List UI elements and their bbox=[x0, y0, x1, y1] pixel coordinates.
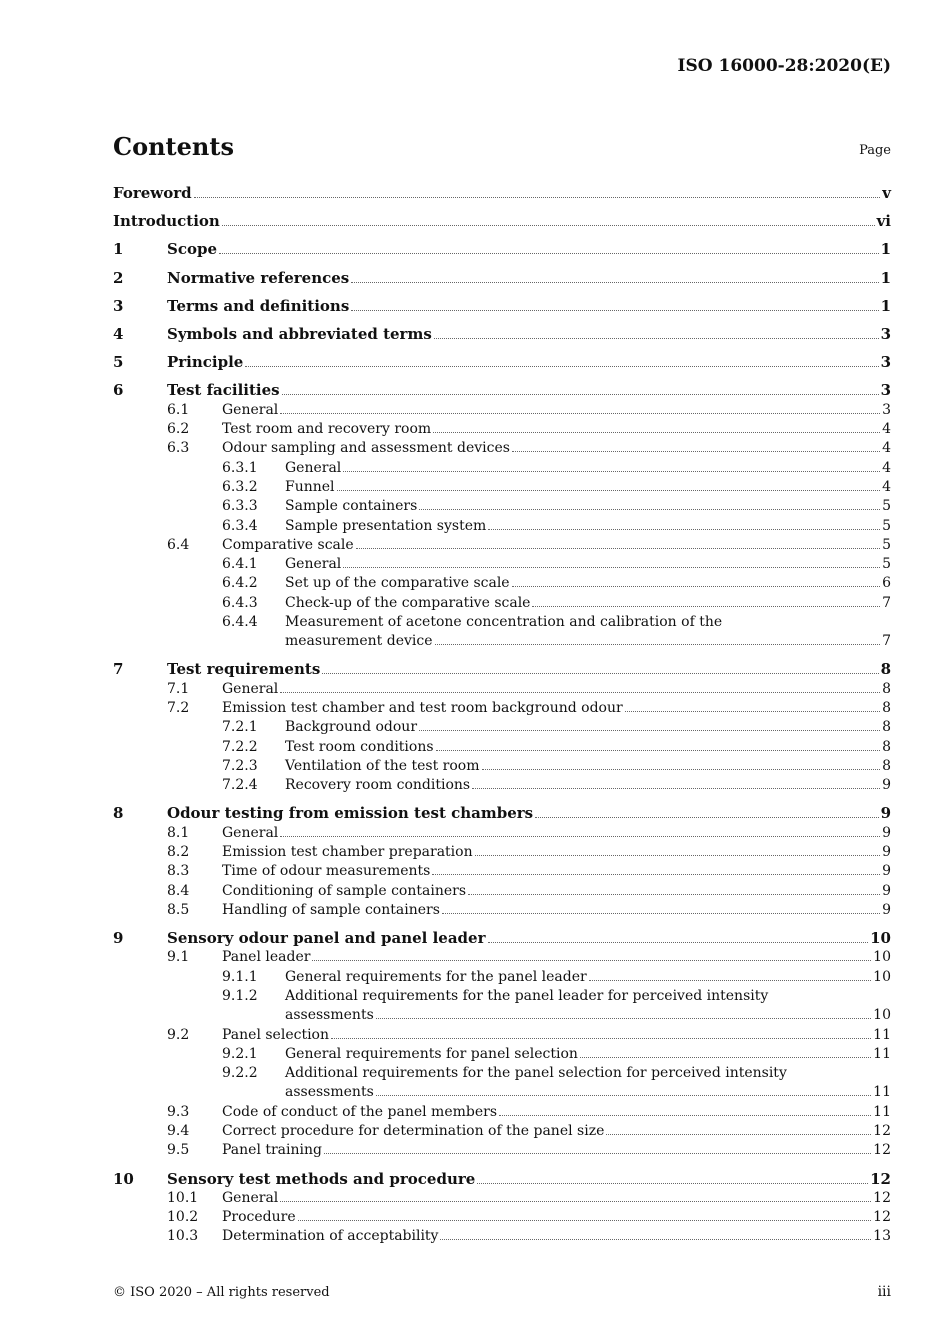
toc-entry[interactable] bbox=[113, 381, 891, 400]
toc-entry[interactable] bbox=[113, 555, 891, 574]
toc-entry-page: 10 bbox=[873, 949, 891, 966]
toc-entry-page: 8 bbox=[882, 757, 891, 774]
toc-entry[interactable] bbox=[113, 987, 891, 1006]
toc-entry-page: 12 bbox=[873, 1142, 891, 1159]
toc-entry-page: vi bbox=[876, 212, 891, 231]
dot-leader bbox=[337, 489, 881, 491]
toc-entry-title: General bbox=[222, 401, 279, 418]
dot-leader bbox=[322, 672, 878, 674]
toc-entry[interactable] bbox=[113, 353, 891, 372]
toc-entry[interactable] bbox=[113, 862, 891, 881]
toc-entry-title: Emission test chamber preparation bbox=[222, 844, 473, 861]
toc-entry-page: 10 bbox=[873, 1007, 891, 1024]
toc-entry-title: Sensory odour panel and panel leader bbox=[167, 929, 486, 948]
toc-entry-number: 9.1.1 bbox=[222, 968, 258, 985]
toc-entry-page: 7 bbox=[882, 594, 891, 611]
dot-leader bbox=[280, 412, 880, 414]
toc-entry-number: 9 bbox=[113, 929, 124, 948]
toc-entry[interactable] bbox=[113, 1103, 891, 1122]
toc-entry[interactable] bbox=[113, 459, 891, 478]
toc-entry-page: 10 bbox=[870, 929, 891, 948]
toc-entry-title: Background odour bbox=[285, 719, 418, 736]
toc-entry-title: Time of odour measurements bbox=[222, 863, 431, 880]
toc-entry[interactable] bbox=[113, 680, 891, 699]
toc-entry-title: Conditioning of sample containers bbox=[222, 882, 467, 899]
dot-leader bbox=[222, 224, 875, 226]
toc-entry-number: 5 bbox=[113, 353, 124, 372]
toc-entry-title: Measurement of acetone concentration and calibration of the bbox=[285, 613, 723, 630]
toc-entry-page: 4 bbox=[882, 440, 891, 457]
toc-entry-number: 9.2.2 bbox=[222, 1065, 258, 1082]
toc-entry[interactable] bbox=[113, 594, 891, 613]
dot-leader bbox=[436, 749, 881, 751]
toc-entry-title: Emission test chamber and test room background odour bbox=[222, 700, 623, 717]
toc-entry[interactable] bbox=[113, 660, 891, 679]
toc-entry-number: 9.2.1 bbox=[222, 1045, 258, 1062]
dot-leader bbox=[343, 470, 880, 472]
toc-entry[interactable] bbox=[113, 1141, 891, 1160]
toc-entry-title: Terms and definitions bbox=[167, 296, 350, 315]
toc-entry-title: Code of conduct of the panel members bbox=[222, 1103, 498, 1120]
dot-leader bbox=[312, 959, 871, 961]
toc-entry-title: General bbox=[222, 824, 279, 841]
toc-entry-title: assessments bbox=[285, 1084, 374, 1101]
toc-entry-number: 10.2 bbox=[167, 1209, 199, 1226]
toc-entry-page: 8 bbox=[880, 660, 891, 679]
toc-entry-number: 8.4 bbox=[167, 882, 190, 899]
toc-entry[interactable] bbox=[113, 420, 891, 439]
dot-leader bbox=[356, 547, 880, 549]
toc-entry[interactable] bbox=[113, 1045, 891, 1064]
toc-entry-title: Normative references bbox=[167, 268, 350, 287]
dot-leader bbox=[499, 1114, 871, 1116]
dot-leader bbox=[625, 710, 880, 712]
toc-entry-title: General bbox=[222, 680, 279, 697]
toc-entry-number: 8.5 bbox=[167, 901, 190, 918]
toc-entry-number: 7.2 bbox=[167, 700, 190, 717]
toc-entry-number: 8 bbox=[113, 804, 124, 823]
toc-entry-page: 9 bbox=[882, 863, 891, 880]
toc-entry-page: 12 bbox=[873, 1123, 891, 1140]
toc-entry-number: 6.3 bbox=[167, 440, 190, 457]
toc-entry[interactable] bbox=[113, 843, 891, 862]
toc-entry-page: 4 bbox=[882, 478, 891, 495]
toc-entry[interactable] bbox=[113, 968, 891, 987]
toc-entry[interactable] bbox=[113, 1227, 891, 1246]
dot-leader bbox=[245, 365, 878, 367]
dot-leader bbox=[442, 912, 880, 914]
dot-leader bbox=[589, 979, 871, 981]
toc-entry-continuation[interactable] bbox=[113, 632, 891, 651]
toc-entry-title: Test room conditions bbox=[285, 738, 434, 755]
toc-entry-page: 1 bbox=[880, 268, 891, 287]
toc-entry-page: 9 bbox=[882, 882, 891, 899]
toc-entry-number: 3 bbox=[113, 296, 124, 315]
toc-entry-title: Test facilities bbox=[167, 381, 280, 400]
toc-entry-title: General requirements for the panel leader bbox=[285, 968, 587, 985]
toc-entry-number: 9.3 bbox=[167, 1103, 190, 1120]
toc-entry-title: Symbols and abbreviated terms bbox=[167, 325, 432, 344]
toc-entry[interactable] bbox=[113, 613, 891, 632]
toc-entry[interactable] bbox=[113, 297, 891, 316]
toc-entry-page: 8 bbox=[882, 738, 891, 755]
toc-entry[interactable] bbox=[113, 212, 891, 231]
toc-entry-page: 9 bbox=[882, 901, 891, 918]
toc-entry[interactable] bbox=[113, 1064, 891, 1083]
toc-entry-page: 13 bbox=[873, 1228, 891, 1245]
toc-entry[interactable] bbox=[113, 439, 891, 458]
toc-entry-page: 3 bbox=[880, 325, 891, 344]
toc-entry-number: 6.4.1 bbox=[222, 556, 258, 573]
dot-leader bbox=[376, 1094, 871, 1096]
toc-entry[interactable] bbox=[113, 325, 891, 344]
dot-leader bbox=[298, 1219, 872, 1221]
toc-entry-title: Handling of sample containers bbox=[222, 901, 440, 918]
dot-leader bbox=[433, 431, 880, 433]
toc-entry-number: 6 bbox=[113, 381, 124, 400]
toc-entry-title: Panel training bbox=[222, 1142, 322, 1159]
toc-entry-title: Test room and recovery room bbox=[222, 421, 432, 438]
dot-leader bbox=[419, 729, 880, 731]
dot-leader bbox=[331, 1037, 871, 1039]
toc-entry-title: General bbox=[285, 459, 342, 476]
toc-entry-number: 6.3.2 bbox=[222, 478, 258, 495]
toc-entry-title: Correct procedure for determination of the panel size bbox=[222, 1123, 605, 1140]
page-number: iii bbox=[877, 1284, 891, 1300]
toc-entry-number: 8.2 bbox=[167, 844, 190, 861]
dot-leader bbox=[376, 1017, 871, 1019]
toc-entry-title: General requirements for panel selection bbox=[285, 1045, 578, 1062]
toc-entry-title: Principle bbox=[167, 353, 244, 372]
toc-entry[interactable] bbox=[113, 776, 891, 795]
toc-entry-title: Comparative scale bbox=[222, 536, 354, 553]
toc-entry-page: 11 bbox=[873, 1103, 891, 1120]
toc-entry[interactable] bbox=[113, 574, 891, 593]
dot-leader bbox=[477, 1182, 868, 1184]
toc-entry[interactable] bbox=[113, 401, 891, 420]
toc-entry-page: 8 bbox=[882, 700, 891, 717]
toc-entry-page: 5 bbox=[882, 556, 891, 573]
toc-entry-number: 2 bbox=[113, 268, 124, 287]
toc-entry-number: 6.3.1 bbox=[222, 459, 258, 476]
dot-leader bbox=[324, 1152, 871, 1154]
toc-entry-title: Ventilation of the test room bbox=[285, 757, 480, 774]
toc-entry[interactable] bbox=[113, 240, 891, 259]
dot-leader bbox=[512, 585, 880, 587]
dot-leader bbox=[343, 566, 880, 568]
toc-entry-page: 12 bbox=[870, 1169, 891, 1188]
toc-entry-title: Funnel bbox=[285, 478, 335, 495]
toc-entry-title: General bbox=[222, 1189, 279, 1206]
toc-entry-number: 8.1 bbox=[167, 824, 190, 841]
toc-entry-title: measurement device bbox=[285, 633, 433, 650]
toc-entry-title: Procedure bbox=[222, 1209, 296, 1226]
toc-entry-page: 8 bbox=[882, 680, 891, 697]
toc-entry-number: 6.1 bbox=[167, 401, 190, 418]
toc-entry-page: v bbox=[882, 184, 891, 202]
toc-entry-number: 7.2.2 bbox=[222, 738, 258, 755]
toc-entry-title: Sensory test methods and procedure bbox=[167, 1169, 476, 1188]
page-title: Contents bbox=[113, 132, 234, 161]
dot-leader bbox=[488, 528, 880, 530]
toc-entry-page: 11 bbox=[873, 1026, 891, 1043]
toc-entry-title: assessments bbox=[285, 1007, 374, 1024]
toc-entry-page: 3 bbox=[882, 401, 891, 418]
dot-leader bbox=[488, 941, 869, 943]
dot-leader bbox=[351, 309, 878, 311]
toc-entry-page: 1 bbox=[880, 296, 891, 315]
toc-entry[interactable] bbox=[113, 757, 891, 776]
dot-leader bbox=[434, 337, 879, 339]
dot-leader bbox=[282, 393, 879, 395]
toc-entry[interactable] bbox=[113, 1122, 891, 1141]
toc-entry[interactable] bbox=[113, 718, 891, 737]
toc-entry-title: Recovery room conditions bbox=[285, 777, 471, 794]
copyright-notice: © ISO 2020 – All rights reserved bbox=[113, 1285, 330, 1300]
table-of-contents bbox=[113, 184, 891, 1247]
toc-entry-page: 7 bbox=[882, 633, 891, 650]
toc-entry[interactable] bbox=[113, 517, 891, 536]
toc-entry-title: Set up of the comparative scale bbox=[285, 575, 510, 592]
toc-entry[interactable] bbox=[113, 948, 891, 967]
toc-entry-number: 6.4.4 bbox=[222, 613, 258, 630]
toc-entry-page: 9 bbox=[880, 804, 891, 823]
toc-entry[interactable] bbox=[113, 497, 891, 516]
dot-leader bbox=[435, 643, 881, 645]
toc-entry-title: Sample presentation system bbox=[285, 517, 487, 534]
toc-entry-page: 9 bbox=[882, 777, 891, 794]
toc-entry[interactable] bbox=[113, 901, 891, 920]
dot-leader bbox=[280, 691, 880, 693]
toc-entry-page: 5 bbox=[882, 498, 891, 515]
dot-leader bbox=[432, 873, 880, 875]
document-id: ISO 16000-28:2020(E) bbox=[677, 56, 891, 76]
dot-leader bbox=[440, 1238, 871, 1240]
dot-leader bbox=[351, 281, 878, 283]
toc-entry-number: 8.3 bbox=[167, 863, 190, 880]
toc-entry-number: 7.1 bbox=[167, 680, 190, 697]
dot-leader bbox=[468, 893, 880, 895]
toc-entry[interactable] bbox=[113, 1189, 891, 1208]
dot-leader bbox=[472, 787, 880, 789]
dot-leader bbox=[606, 1133, 871, 1135]
dot-leader bbox=[419, 508, 880, 510]
toc-entry-number: 9.5 bbox=[167, 1142, 190, 1159]
toc-entry-number: 6.3.4 bbox=[222, 517, 258, 534]
toc-entry-title: Introduction bbox=[113, 212, 220, 231]
toc-entry-title: Panel selection bbox=[222, 1026, 329, 1043]
toc-entry-number: 1 bbox=[113, 240, 124, 259]
dot-leader bbox=[482, 768, 881, 770]
dot-leader bbox=[580, 1056, 871, 1058]
toc-entry-page: 11 bbox=[873, 1084, 891, 1101]
toc-entry-page: 5 bbox=[882, 536, 891, 553]
toc-entry-number: 6.2 bbox=[167, 421, 190, 438]
toc-entry-page: 1 bbox=[880, 240, 891, 259]
toc-entry-number: 9.1 bbox=[167, 949, 190, 966]
toc-entry[interactable] bbox=[113, 478, 891, 497]
dot-leader bbox=[194, 196, 881, 198]
toc-entry-continuation[interactable] bbox=[113, 1006, 891, 1025]
toc-entry-number: 4 bbox=[113, 325, 124, 344]
toc-entry-title: General bbox=[285, 556, 342, 573]
toc-entry-number: 6.4.3 bbox=[222, 594, 258, 611]
toc-entry-page: 4 bbox=[882, 459, 891, 476]
toc-entry-title: Scope bbox=[167, 240, 218, 259]
toc-entry-number: 6.3.3 bbox=[222, 498, 258, 515]
toc-entry[interactable] bbox=[113, 1170, 891, 1189]
toc-entry-title: Odour testing from emission test chambers bbox=[167, 804, 534, 823]
toc-entry[interactable] bbox=[113, 1208, 891, 1227]
dot-leader bbox=[532, 605, 880, 607]
dot-leader bbox=[512, 450, 880, 452]
toc-entry-number: 6.4.2 bbox=[222, 575, 258, 592]
toc-entry-title: Odour sampling and assessment devices bbox=[222, 440, 510, 457]
toc-entry-page: 12 bbox=[873, 1209, 891, 1226]
toc-entry-page: 12 bbox=[873, 1189, 891, 1206]
toc-entry-number: 9.1.2 bbox=[222, 988, 258, 1004]
toc-entry-number: 7.2.4 bbox=[222, 777, 258, 794]
toc-entry-page: 9 bbox=[882, 844, 891, 861]
toc-entry-continuation[interactable] bbox=[113, 1083, 891, 1102]
dot-leader bbox=[535, 816, 878, 818]
toc-entry-number: 7 bbox=[113, 660, 124, 679]
toc-entry-number: 7.2.1 bbox=[222, 719, 258, 736]
toc-entry-page: 8 bbox=[882, 719, 891, 736]
toc-entry-number: 6.4 bbox=[167, 536, 190, 553]
dot-leader bbox=[475, 854, 880, 856]
toc-entry-number: 10.3 bbox=[167, 1228, 199, 1245]
toc-entry-title: Foreword bbox=[113, 184, 192, 202]
toc-entry-number: 9.2 bbox=[167, 1026, 190, 1043]
toc-entry-title: Additional requirements for the panel selection for perceived intensity bbox=[285, 1065, 787, 1082]
toc-entry[interactable] bbox=[113, 699, 891, 718]
toc-entry-page: 10 bbox=[873, 968, 891, 985]
toc-entry[interactable] bbox=[113, 882, 891, 901]
toc-entry-title: Determination of acceptability bbox=[222, 1228, 439, 1245]
toc-entry-number: 10 bbox=[113, 1169, 134, 1188]
dot-leader bbox=[280, 835, 880, 837]
toc-entry-page: 4 bbox=[882, 421, 891, 438]
toc-entry[interactable] bbox=[113, 536, 891, 555]
toc-entry-title: Check-up of the comparative scale bbox=[285, 594, 531, 611]
toc-entry-title: Additional requirements for the panel leader for perceived intensity bbox=[285, 988, 769, 1004]
toc-entry-number: 9.4 bbox=[167, 1123, 190, 1140]
toc-entry-title: Test requirements bbox=[167, 660, 321, 679]
toc-entry-page: 9 bbox=[882, 824, 891, 841]
toc-entry-number: 10.1 bbox=[167, 1189, 199, 1206]
toc-entry-page: 3 bbox=[880, 353, 891, 372]
dot-leader bbox=[280, 1200, 871, 1202]
toc-entry[interactable] bbox=[113, 184, 891, 203]
toc-entry-title: Sample containers bbox=[285, 498, 418, 515]
toc-entry[interactable] bbox=[113, 929, 891, 948]
toc-entry[interactable] bbox=[113, 269, 891, 288]
page-column-label: Page bbox=[859, 143, 891, 158]
toc-entry-number: 7.2.3 bbox=[222, 757, 258, 774]
dot-leader bbox=[219, 252, 879, 254]
toc-entry[interactable] bbox=[113, 804, 891, 823]
toc-entry[interactable] bbox=[113, 1026, 891, 1045]
toc-entry-page: 5 bbox=[882, 517, 891, 534]
toc-entry-page: 6 bbox=[882, 575, 891, 592]
toc-entry-page: 3 bbox=[880, 381, 891, 400]
toc-entry[interactable] bbox=[113, 824, 891, 843]
toc-entry-title: Panel leader bbox=[222, 949, 311, 966]
toc-entry[interactable] bbox=[113, 738, 891, 757]
toc-entry-page: 11 bbox=[873, 1045, 891, 1062]
